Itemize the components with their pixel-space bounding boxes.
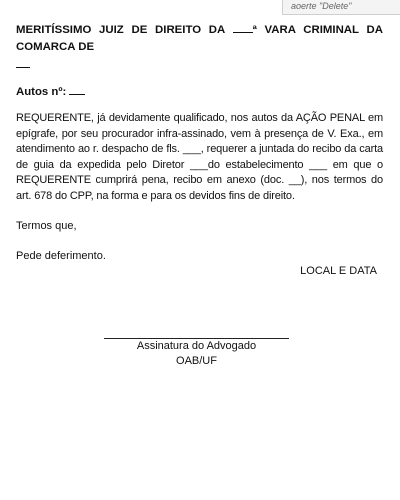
signature-name: Assinatura do Advogado — [136, 340, 257, 352]
heading-blank-line — [16, 59, 30, 68]
closing-pede-deferimento: Pede deferimento. — [16, 249, 106, 262]
heading-blank — [233, 22, 253, 33]
signature-oab: OAB/UF — [176, 355, 217, 367]
local-e-data: LOCAL E DATA — [300, 265, 377, 277]
heading-part1: MERITÍSSIMO JUIZ DE DIREITO DA — [16, 24, 233, 36]
autos-blank — [69, 86, 85, 95]
heading-part2: ª VARA CRIMINAL DA COMARCA DE — [16, 24, 383, 53]
document-heading — [16, 22, 383, 68]
body-paragraph: REQUERENTE, já devidamente qualificado, nos autos da AÇÃO PENAL em epígrafe, por seu procurador infra-assinado, vem à presença de V. Exa., em atendimento ao r. despacho de fls. ___, requerer a juntada do recibo da carta de guia da expedida pelo Diretor ___do estabelecimento ___ em que o REQUERENTE cumprirá pena, recibo em anexo (doc. __), nos termos do art. 678 do CPP, na forma e para os devidos fins de direito. — [16, 112, 383, 202]
document — [16, 22, 383, 264]
autos-line — [16, 84, 383, 100]
hint-text: aoerte "Delete" — [282, 0, 400, 15]
closing-termos: Termos que, — [16, 219, 77, 232]
autos-label: Autos nº: — [16, 86, 67, 98]
signature-line — [104, 338, 289, 339]
